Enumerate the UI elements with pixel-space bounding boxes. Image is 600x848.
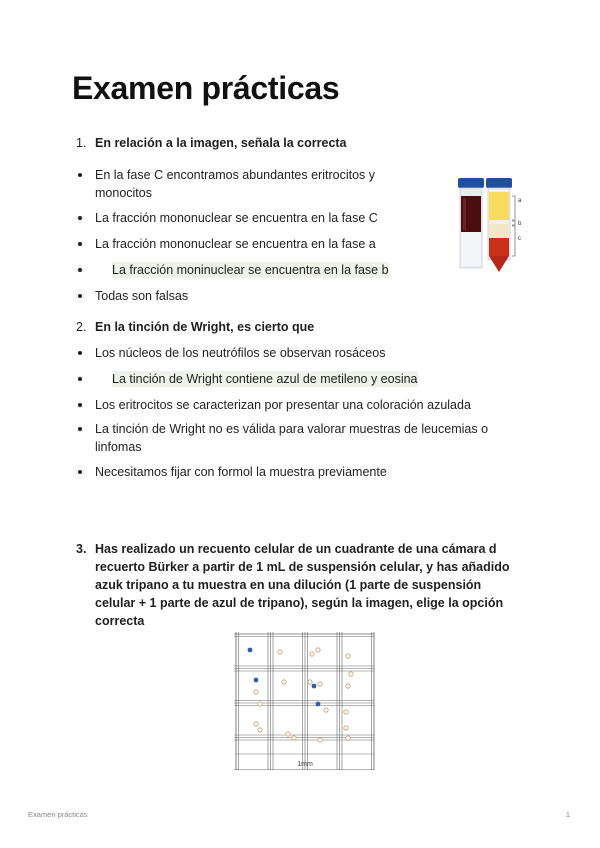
stained-cell	[316, 702, 321, 707]
footer-page-number: 1	[565, 810, 570, 819]
question-3	[76, 540, 516, 630]
phase-brackets	[512, 196, 515, 256]
question-1-text: En relación a la imagen, señala la correcta	[95, 136, 347, 150]
bullet-icon	[78, 427, 82, 431]
q1-option-2	[78, 209, 378, 227]
unstained-cell	[258, 702, 262, 706]
stained-cell	[248, 648, 253, 653]
phase-label-c: c	[518, 236, 521, 242]
tube-left-cap	[458, 178, 484, 188]
unstained-cell	[346, 654, 350, 658]
bullet-icon	[78, 216, 82, 220]
bullet-icon	[78, 294, 82, 298]
unstained-cell	[254, 722, 258, 726]
page-title: Examen prácticas	[72, 70, 340, 106]
unstained-cell	[308, 680, 312, 684]
q2-option-4	[78, 420, 508, 456]
unstained-cell	[278, 650, 282, 654]
unstained-cell	[316, 648, 320, 652]
unstained-cell	[344, 710, 348, 714]
bullet-icon	[78, 403, 82, 407]
footer-title: Examen prácticas	[28, 810, 88, 819]
unstained-cell	[349, 672, 353, 676]
question-2-text: En la tinción de Wright, es cierto que	[95, 320, 315, 334]
q2-option-4-text: La tinción de Wright no es válida para valorar muestras de leucemias o linfomas	[95, 422, 489, 454]
question-1	[76, 134, 347, 152]
tube-right-plasma	[489, 192, 509, 220]
bullet-icon	[78, 268, 82, 272]
tube-right-rbc	[489, 238, 509, 256]
tube-left-empty	[461, 232, 481, 266]
q2-option-3	[78, 396, 471, 414]
q2-option-1-text: Los núcleos de los neutrófilos se observan rosáceos	[95, 346, 386, 360]
unstained-cell	[292, 736, 296, 740]
unstained-cell	[346, 684, 350, 688]
tube-left-shine	[463, 198, 466, 230]
tube-right-buffy	[489, 220, 509, 224]
q2-option-2	[78, 370, 418, 388]
grid-lines	[234, 632, 374, 770]
tube-right-cap	[486, 178, 512, 188]
centrifuge-tubes-image	[456, 178, 528, 274]
unstained-cell	[254, 690, 258, 694]
tube-right-cone	[489, 256, 509, 272]
q1-option-5	[78, 287, 188, 305]
q1-option-5-text: Todas son falsas	[95, 289, 189, 303]
unstained-cell	[324, 708, 328, 712]
q2-option-1	[78, 344, 385, 362]
unstained-cell	[258, 728, 262, 732]
stained-cell	[254, 678, 259, 683]
bullet-icon	[78, 173, 82, 177]
q2-option-5	[78, 463, 387, 481]
unstained-cell	[286, 732, 290, 736]
q1-option-2-text: La fracción mononuclear se encuentra en la fase C	[95, 211, 378, 225]
scale-bar-label: 1mm	[297, 761, 313, 768]
cells	[248, 648, 354, 743]
q1-option-3-text: La fracción mononuclear se encuentra en la fase a	[95, 237, 376, 251]
q1-option-3	[78, 235, 376, 253]
bullet-icon	[78, 351, 82, 355]
unstained-cell	[346, 736, 350, 740]
question-2-number: 2.	[76, 320, 87, 334]
q1-option-1-text: En la fase C encontramos abundantes eritrocitos y monocitos	[95, 168, 376, 200]
phase-label-a: a	[518, 198, 522, 204]
q1-option-4-text: La fracción moninuclear se encuentra en la fase b	[112, 263, 389, 277]
q2-option-5-text: Necesitamos fijar con formol la muestra previamente	[95, 465, 387, 479]
q2-option-3-text: Los eritrocitos se caracterizan por presentar una coloración azulada	[95, 398, 471, 412]
unstained-cell	[282, 680, 286, 684]
q1-option-1	[78, 166, 378, 202]
unstained-cell	[318, 682, 322, 686]
unstained-cell	[310, 652, 314, 656]
burker-chamber-grid-image	[230, 630, 380, 770]
bullet-icon	[78, 242, 82, 246]
tube-right-clear	[489, 224, 509, 238]
question-1-number: 1.	[76, 136, 87, 150]
question-2	[76, 318, 314, 336]
bullet-icon	[78, 377, 82, 381]
question-3-number: 3.	[76, 542, 87, 556]
unstained-cell	[318, 738, 322, 742]
bullet-icon	[78, 470, 82, 474]
question-3-text: Has realizado un recuento celular de un cuadrante de una cámara d recuerto Bürker a partir de 1 mL de suspensión celular, y has añadido azuk tripano a tu muestra en una dilución (1 parte de suspensión celular + 1 parte de azul de tripano), según la imagen, elige la opción correcta	[95, 542, 510, 628]
unstained-cell	[344, 726, 348, 730]
phase-label-b: b	[518, 221, 522, 227]
q1-option-4	[78, 261, 389, 279]
stained-cell	[312, 684, 317, 689]
q2-option-2-text: La tinción de Wright contiene azul de metileno y eosina	[112, 372, 418, 386]
